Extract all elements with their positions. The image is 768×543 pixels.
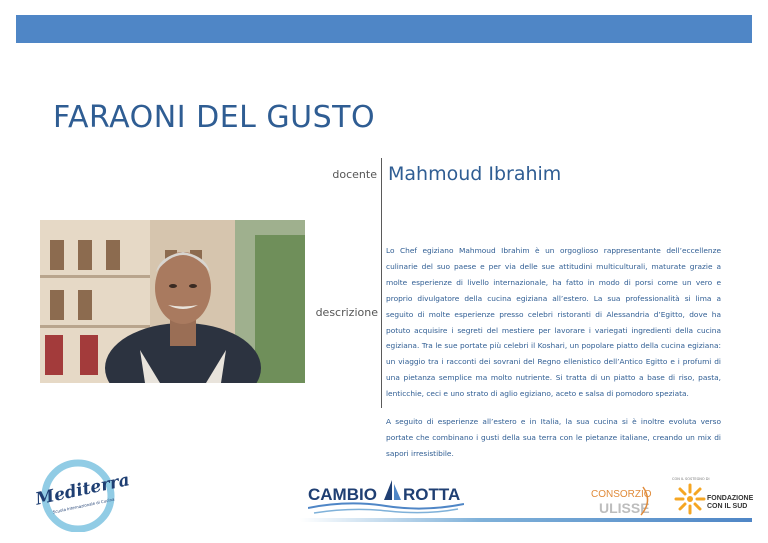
consorzio-ulisse-logo [585, 483, 657, 519]
svg-text:CON IL SUD: CON IL SUD [707, 503, 748, 510]
svg-text:Mediterranea: Mediterranea [33, 463, 130, 510]
svg-text:ROTTA: ROTTA [403, 485, 461, 504]
svg-text:CAMBIO: CAMBIO [308, 485, 377, 504]
chef-photo [40, 220, 305, 383]
descrizione-label: descrizione [315, 306, 378, 319]
teacher-name: Mahmoud Ibrahim [388, 163, 562, 185]
description-paragraph: A seguito di esperienze all’estero e in Italia, la sua cucina si è inoltre evoluta verso portate che combinano i gusti della sua terra con le pietanze italiane, creando un mix di sapori irresistibile. [386, 417, 721, 458]
description [386, 243, 721, 474]
course-title: FARAONI DEL GUSTO [53, 100, 376, 136]
description-paragraph: Lo Chef egiziano Mahmoud Ibrahim è un orgoglioso rappresentante dell’eccellenze culinarie del suo paese e per via delle sue attitudini multiculturali, maturate grazie a molte esperienze di livello internazionale, ha fatto in modo di porsi come un vero e proprio divulgatore della cucina egiziana all’estero. La sua professionalità si lima a seguito di molte esperienze presso celebri ristoranti di Alessandria d’Egitto, dove ha potuto acquisire i segreti del mestiere per lavorare i variegati ingredienti della cucina egiziana. Tra le sue portate più celebri il Koshari, un popolare piatto della cucina egiziana: un viaggio tra i racconti dei sovrani del Regno ellenistico dell’Antico Egitto e i profumi di una pietanza semplice ma molto nutriente. Si tratta di un piatto a base di riso, pasta, lenticchie, ceci e uno strato di aglio egiziano, aceto e salsa di pomodoro speziata. [386, 246, 721, 399]
mediterranea-logo [30, 456, 130, 532]
header-bar [16, 15, 752, 43]
svg-text:FONDAZIONE: FONDAZIONE [707, 495, 754, 502]
fondazione-con-il-sud-logo [670, 476, 758, 520]
svg-text:CONSORZIO: CONSORZIO [591, 489, 652, 500]
svg-text:CON IL SOSTEGNO DI: CON IL SOSTEGNO DI [672, 477, 710, 481]
section-divider [381, 158, 382, 408]
cambio-rotta-logo [308, 478, 464, 518]
svg-text:ULISSE: ULISSE [599, 500, 650, 516]
docente-label: docente [332, 168, 377, 181]
svg-text:Scuola Internazionale di Cucin: Scuola Internazionale di Cucina [52, 496, 115, 515]
